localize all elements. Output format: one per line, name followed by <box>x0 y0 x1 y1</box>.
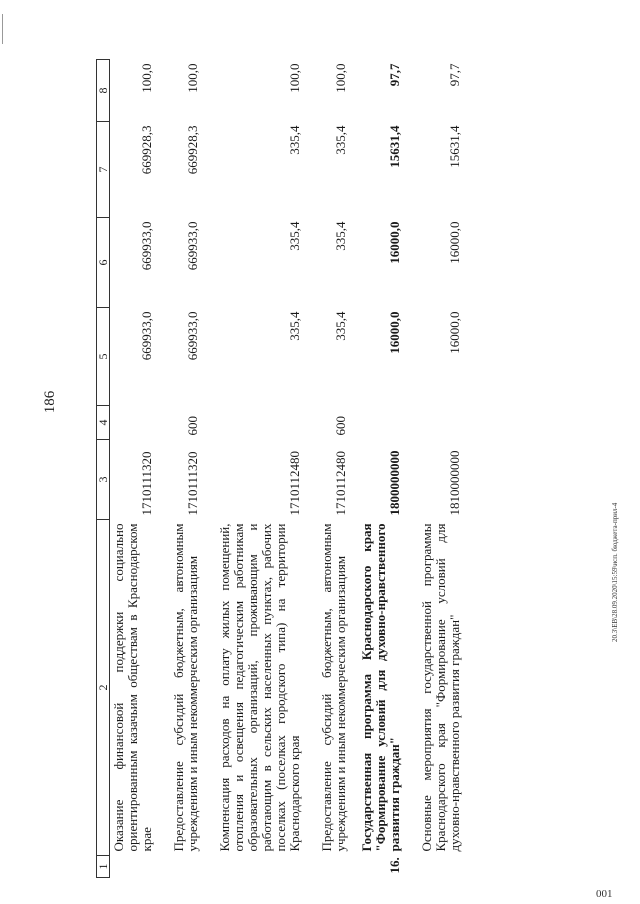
row-expense-type: 600 <box>333 416 348 436</box>
col-header-7: 7 <box>97 122 110 218</box>
col-header-1: 1 <box>97 856 110 878</box>
row-executed-amount: 669928,3 <box>185 125 200 175</box>
row-expense-type <box>202 406 304 440</box>
row-plan-amount: 669933,0 <box>139 311 154 361</box>
row-target-code: 1810000000 <box>447 450 462 516</box>
budget-table <box>96 59 464 878</box>
col-header-6: 6 <box>97 218 110 308</box>
row-percent: 100,0 <box>185 63 200 93</box>
table-row <box>350 60 404 878</box>
row-plan-amount: 16000,0 <box>387 311 402 354</box>
col-header-2: 2 <box>97 520 110 856</box>
row-executed-amount: 669928,3 <box>139 125 154 175</box>
row-executed-amount: 15631,4 <box>447 125 462 168</box>
row-description: Компенсация расходов на оплату жилых помещений, отопления и освещения педагогическим работникам образовательных организаций, проживающим и работающим в сельских населенных пунктах, рабочих поселках (поселках городского типа) на территории Краснодарского края <box>217 523 302 852</box>
row-plan-amount: 16000,0 <box>447 311 462 354</box>
row-description: Предоставление субсидий бюджетным, автономным учреждениям и иным некоммерческим организациям <box>171 523 200 852</box>
table-row <box>304 60 350 878</box>
binding-mark <box>2 14 17 44</box>
row-description: Основные мероприятия государственной программы Краснодарского края "Формирование условий для духовно-нравственного развития граждан" <box>419 523 462 852</box>
row-number: 16. <box>387 857 402 874</box>
row-plan-amount: 335,4 <box>333 311 348 341</box>
footer-stamp: 20.3\ЕВ\28.09.2020\15:59\исп. бюджета-прил-4 <box>611 502 619 642</box>
row-percent: 97,7 <box>447 63 462 87</box>
page-number: 186 <box>42 390 58 414</box>
row-expense-type <box>350 406 404 440</box>
row-target-code: 1710111320 <box>139 451 154 516</box>
row-number <box>110 856 157 878</box>
row-number <box>202 856 304 878</box>
row-expense-type: 600 <box>185 416 200 436</box>
row-percent: 100,0 <box>139 63 154 93</box>
table-row <box>404 60 464 878</box>
row-expense-type <box>110 406 157 440</box>
col-header-3: 3 <box>97 440 110 520</box>
row-executed-amount: 335,4 <box>333 125 348 155</box>
row-refined-amount: 669933,0 <box>139 221 154 271</box>
row-percent: 97,7 <box>387 63 402 87</box>
row-plan-amount: 335,4 <box>287 311 302 341</box>
row-refined-amount: 335,4 <box>333 221 348 251</box>
row-percent: 100,0 <box>333 63 348 93</box>
col-header-8: 8 <box>97 60 110 122</box>
table-row <box>110 60 157 878</box>
row-number <box>304 856 350 878</box>
corner-code: 001 <box>596 888 613 900</box>
row-percent: 100,0 <box>287 63 302 93</box>
row-description: Предоставление субсидий бюджетным, автономным учреждениям и иным некоммерческим организациям <box>319 523 348 852</box>
row-target-code: 1710112480 <box>333 450 348 516</box>
table-row <box>202 60 304 878</box>
row-expense-type <box>404 406 464 440</box>
row-refined-amount: 669933,0 <box>185 221 200 271</box>
row-refined-amount: 16000,0 <box>387 221 402 264</box>
row-executed-amount: 15631,4 <box>387 125 402 168</box>
row-number <box>404 856 464 878</box>
table-row <box>156 60 202 878</box>
row-plan-amount: 669933,0 <box>185 311 200 361</box>
header-row <box>97 60 110 878</box>
row-number <box>156 856 202 878</box>
row-executed-amount: 335,4 <box>287 125 302 155</box>
col-header-4: 4 <box>97 406 110 440</box>
row-description: Государственная программа Краснодарского края "Формирование условий для духовно-нравственного развития граждан" <box>359 523 402 852</box>
budget-table-container <box>96 60 556 878</box>
row-refined-amount: 335,4 <box>287 221 302 251</box>
col-header-5: 5 <box>97 308 110 406</box>
row-description: Оказание финансовой поддержки социально ориентированным казачьим обществам в Краснодарском крае <box>111 523 154 852</box>
row-target-code: 1710111320 <box>185 451 200 516</box>
row-target-code: 1800000000 <box>387 450 402 516</box>
row-target-code: 1710112480 <box>287 450 302 516</box>
row-refined-amount: 16000,0 <box>447 221 462 264</box>
